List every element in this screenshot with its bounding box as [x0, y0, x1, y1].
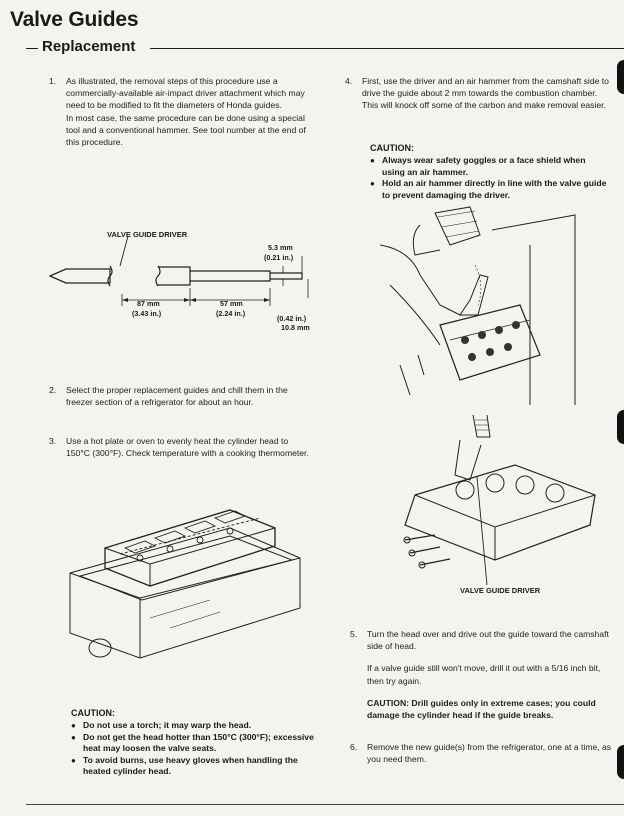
- step-text: Use a hot plate or oven to evenly heat the cylinder head to 150°C (300°F). Check temperature with a cooking thermometer.: [66, 436, 309, 459]
- caution-left: [71, 708, 316, 778]
- page-title: Valve Guides: [10, 8, 139, 31]
- driver-tip-icon: [473, 415, 490, 437]
- caution-item: ● Hold an air hammer directly in line with the valve guide to prevent damaging the driver.: [370, 178, 610, 201]
- caution-item: ● Do not use a torch; it may warp the head.: [71, 720, 316, 732]
- driver-drawing: [40, 236, 330, 326]
- step-caution: CAUTION: Drill guides only in extreme cases; you could damage the cylinder head if the guide breaks.: [367, 697, 596, 721]
- step-4: [345, 75, 610, 112]
- driver-label: VALVE GUIDE DRIVER: [107, 230, 188, 239]
- knob-icon: [89, 639, 111, 657]
- step-2: [49, 384, 311, 408]
- caution-item: ● To avoid burns, use heavy gloves when handling the heated cylinder head.: [71, 755, 316, 778]
- step-text: First, use the driver and an air hammer from the camshaft side to drive the guide about 2 mm towards the combustion chamber. This will knock off some of the carbon and make removal easier.: [362, 76, 609, 111]
- dim-c-mm: 10.8 mm: [281, 323, 310, 332]
- air-hammer-illustration: [380, 205, 610, 405]
- step-text-secondary: If a valve guide still won't move, drill it out with a 5/16 inch bit, then try again.: [367, 663, 601, 686]
- step-3: [49, 435, 311, 459]
- caution-item: ● Always wear safety goggles or a face shield when using an air hammer.: [370, 155, 610, 178]
- step-text: Select the proper replacement guides and chill them in the freezer section of a refrigerator for about an hour.: [66, 385, 288, 408]
- step-text: Turn the head over and drive out the guide toward the camshaft side of head.: [367, 629, 609, 652]
- dim-top-mm: 5.3 mm: [268, 243, 293, 252]
- wall-outline: [492, 215, 575, 405]
- caution-heading: CAUTION:: [71, 708, 115, 718]
- step-text: As illustrated, the removal steps of this procedure use a commercially-available air-impact driver attachment which may need to be modified to fit the diameters of Honda guides.: [66, 76, 305, 111]
- step-number: 2.: [49, 385, 57, 395]
- hot-plate-illustration: [60, 488, 310, 688]
- dim-c-in: (0.42 in.): [277, 314, 307, 323]
- step-number: 4.: [345, 76, 353, 86]
- step-1: [49, 75, 311, 148]
- label-leader: [477, 477, 487, 585]
- section-rule-left: [26, 48, 38, 49]
- closeup-label: VALVE GUIDE DRIVER: [460, 586, 541, 595]
- caution-heading: CAUTION:: [370, 143, 414, 153]
- step-number: 1.: [49, 76, 57, 86]
- step-5: [350, 628, 612, 721]
- edge-index-mark: [617, 410, 624, 444]
- section-rule-right: [150, 48, 624, 49]
- valve-guide-closeup: [395, 415, 610, 585]
- face-shield-icon: [435, 207, 480, 245]
- cylinder-head-outline: [440, 305, 540, 380]
- step-text: Remove the new guide(s) from the refrigerator, one at a time, as you need them.: [367, 742, 612, 765]
- dim-a-in: (3.43 in.): [132, 309, 162, 318]
- step-text-secondary: In most case, the same procedure can be done using a special tool and a conventional hammer. See tool number at the end of this procedure.: [66, 112, 306, 148]
- step-number: 6.: [350, 742, 358, 752]
- bottom-rule: [26, 804, 624, 805]
- edge-index-mark: [617, 745, 624, 779]
- step-number: 5.: [350, 629, 358, 639]
- dim-top-in: (0.21 in.): [264, 253, 294, 262]
- section-title: Replacement: [42, 38, 136, 55]
- air-hammer-icon: [460, 275, 488, 315]
- dim-a-mm: 87 mm: [137, 299, 160, 308]
- section-header: [26, 38, 624, 58]
- step-6: [350, 741, 612, 765]
- edge-index-mark: [617, 60, 624, 94]
- step-number: 3.: [49, 436, 57, 446]
- caution-item: ● Do not get the head hotter than 150°C (300°F); excessive heat may loosen the valve seats.: [71, 732, 316, 755]
- worker-head: [413, 225, 440, 255]
- caution-right: [370, 143, 610, 201]
- worker-arm: [380, 245, 460, 315]
- dim-b-in: (2.24 in.): [216, 309, 246, 318]
- driver-shank: [50, 269, 110, 283]
- dim-b-mm: 57 mm: [220, 299, 243, 308]
